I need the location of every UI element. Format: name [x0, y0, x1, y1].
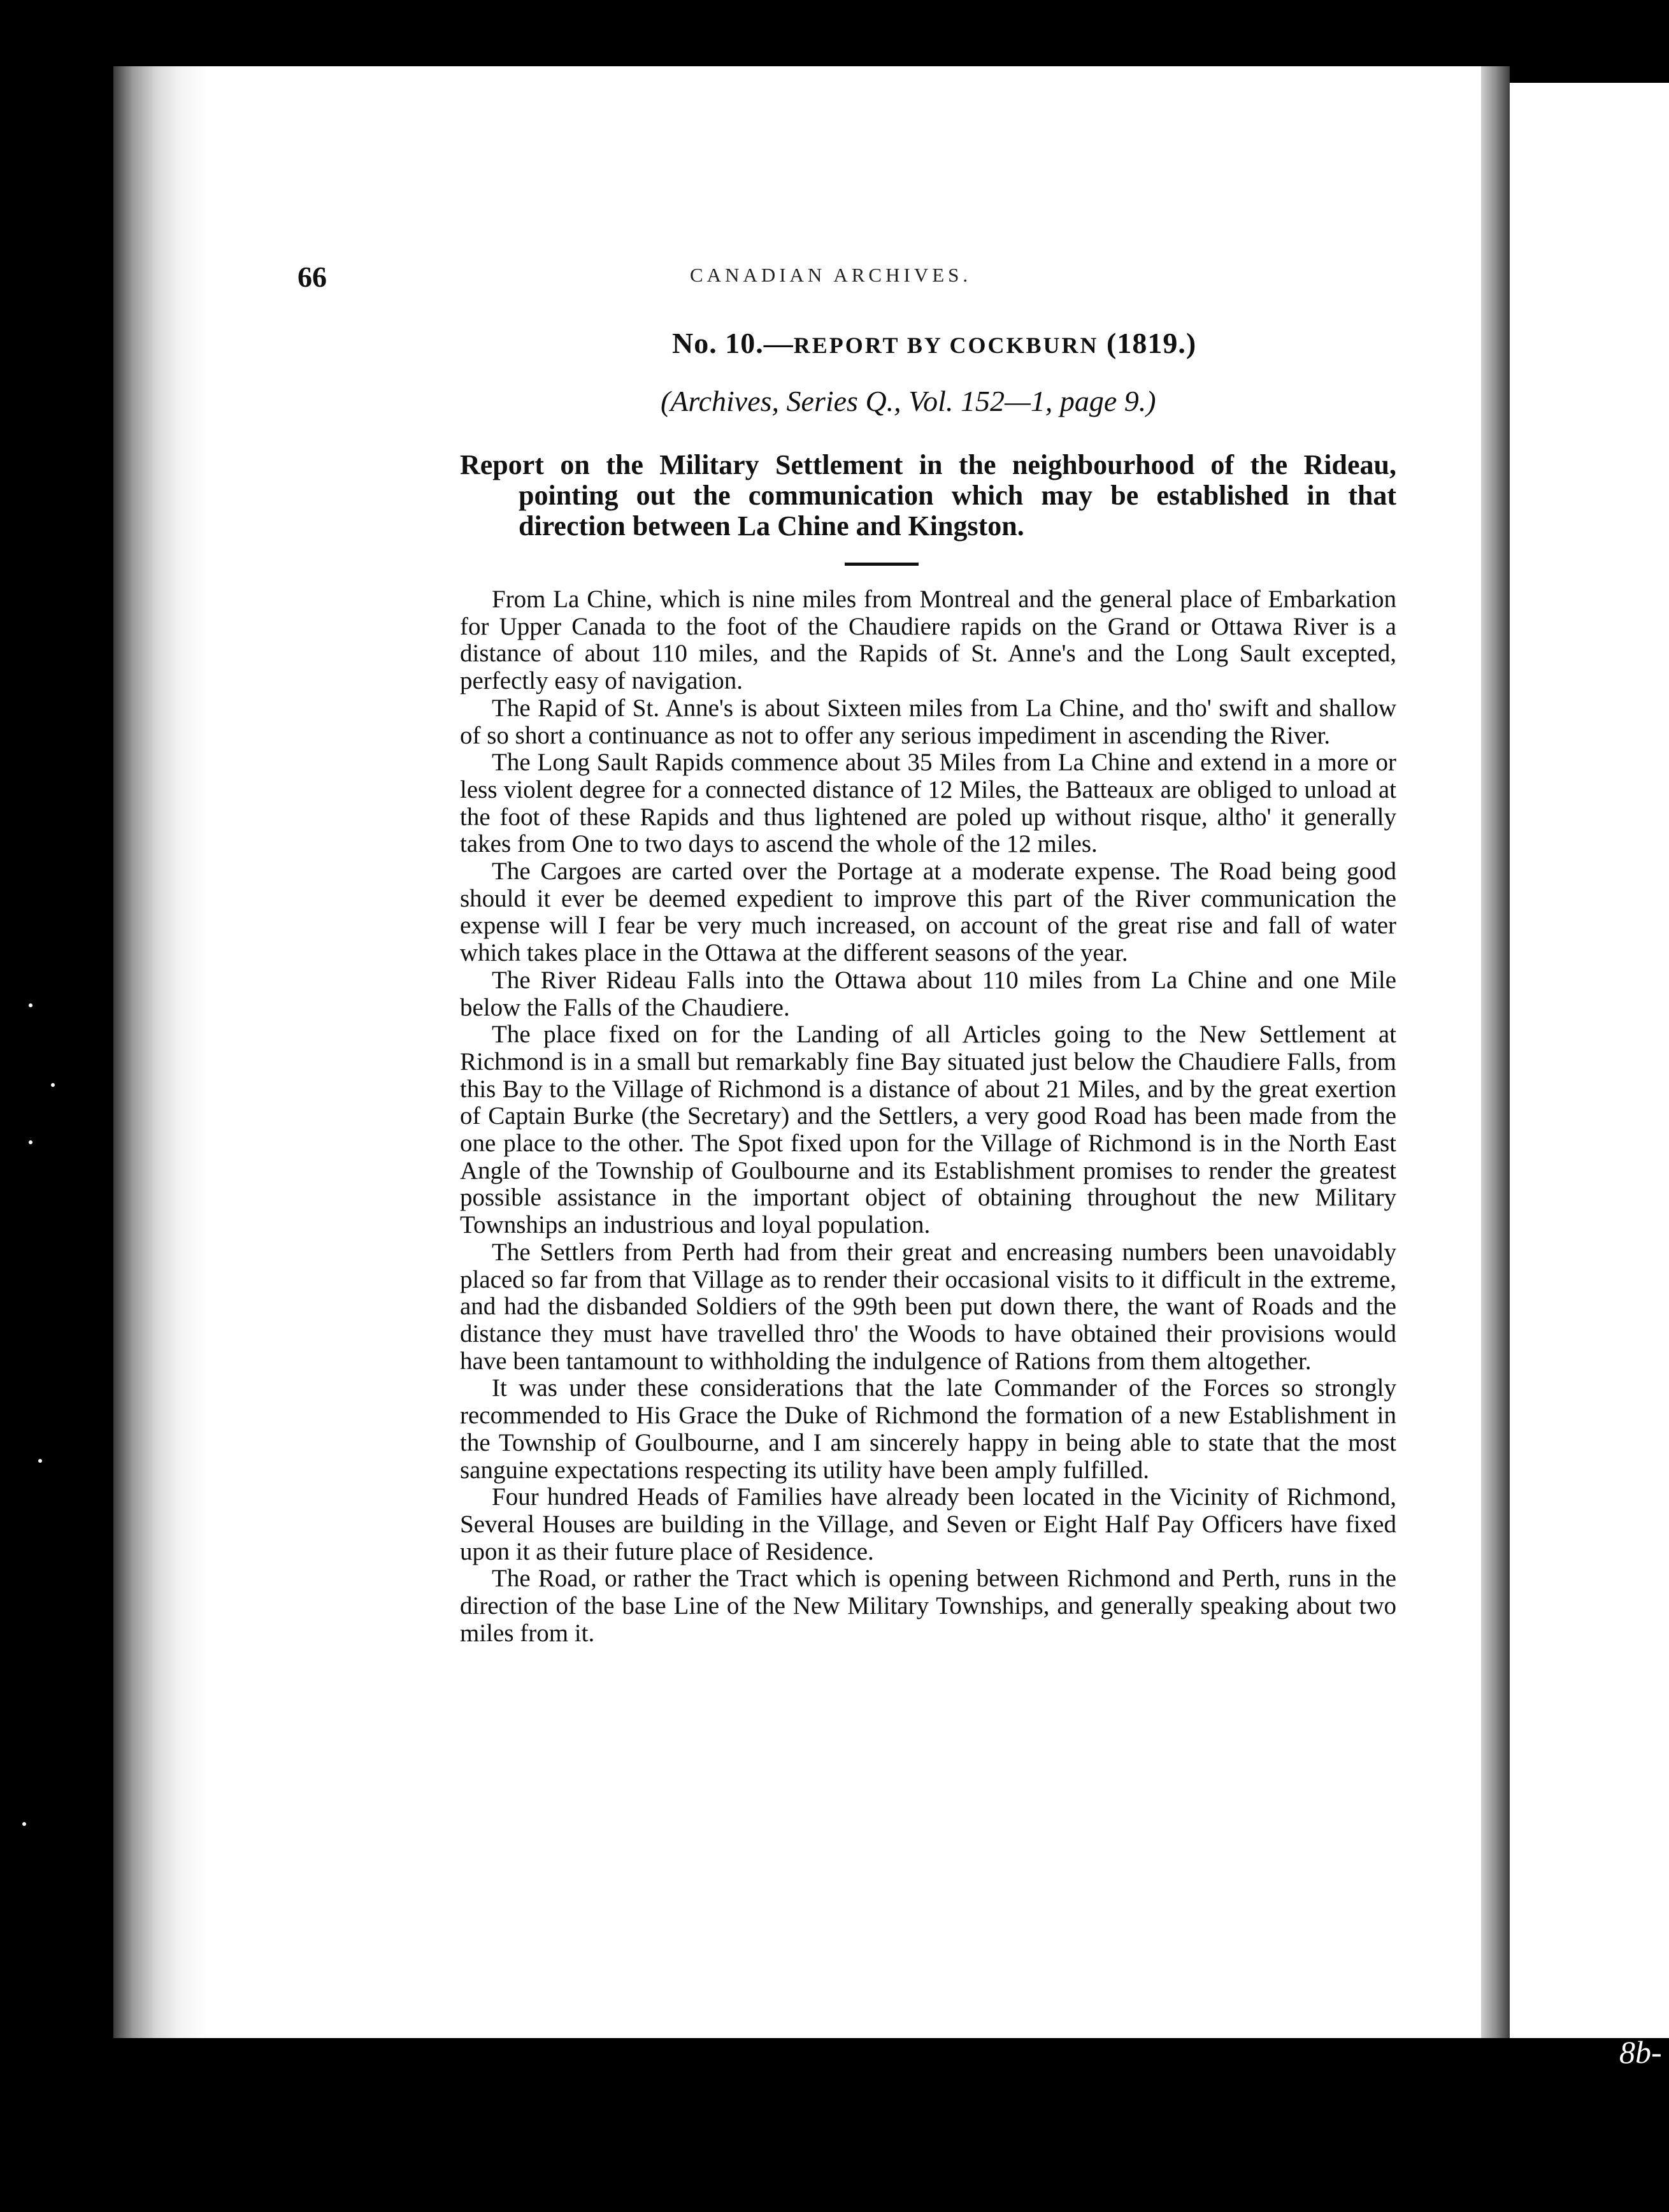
scan-speck — [38, 1459, 42, 1463]
running-head: CANADIAN ARCHIVES. — [690, 264, 972, 286]
report-heading-line: Report on the Military Settlement in the neighbourhood of the Rideau, — [460, 449, 1396, 480]
paragraph: The Long Sault Rapids commence about 35 Miles from La Chine and extend in a more or less violent degree for a connected distance of 12 Miles, the Batteaux are obliged to unload at the foot of these Rapids and thus lightened are poled up without risque, altho' it generally takes from One to two days to ascend the whole of the 12 miles. — [460, 749, 1396, 858]
scan-speck — [51, 1083, 55, 1087]
page-edge-right — [1481, 66, 1510, 2038]
scan-speck — [29, 1003, 32, 1007]
page-number: 66 — [297, 261, 327, 293]
scan-speck — [22, 1822, 26, 1826]
title-prefix: No. 10.— — [672, 327, 794, 359]
title-small-caps: REPORT BY COCKBURN — [793, 333, 1099, 358]
page-edge-left — [113, 66, 209, 2038]
section-rule — [845, 563, 919, 566]
source-reference: (Archives, Series Q., Vol. 152—1, page 9.) — [661, 385, 1156, 417]
report-heading-line: direction between La Chine and Kingston. — [519, 510, 1024, 542]
paragraph: Four hundred Heads of Families have already been located in the Vicinity of Richmond, Several Houses are building in the Village, and Seven or Eight Half Pay Officers have fixed upon it as their future place of Residence. — [460, 1483, 1396, 1565]
report-body — [460, 586, 1396, 1647]
paragraph: It was under these considerations that the late Commander of the Forces so strongly recommended to His Grace the Duke of Richmond the formation of a new Establishment in the Township of Goulbourne, and I am sincerely happy in being able to state that the most sanguine expectations respecting its utility have been amply fulfilled. — [460, 1374, 1396, 1484]
report-heading — [460, 450, 1396, 542]
paragraph: The Rapid of St. Anne's is about Sixteen miles from La Chine, and tho' swift and shallow of so short a continuance as not to offer any serious impediment in ascending the River. — [460, 694, 1396, 749]
paragraph: From La Chine, which is nine miles from Montreal and the general place of Embarkation for Upper Canada to the foot of the Chaudiere rapids on the Grand or Ottawa River is a distance of about 110 miles, and the Rapids of St. Anne's and the Long Sault excepted, perfectly easy of navigation. — [460, 585, 1396, 695]
report-heading-line: pointing out the communication which may be established in that — [519, 480, 1396, 511]
document-title — [672, 326, 1196, 360]
fold-mark: 8b- — [1619, 2034, 1662, 2070]
paragraph: The Road, or rather the Tract which is opening between Richmond and Perth, runs in the direction of the base Line of the New Military Townships, and generally speaking about two miles from it. — [460, 1565, 1396, 1647]
paragraph: The place fixed on for the Landing of all Articles going to the New Settlement at Richmond is in a small but remarkably fine Bay situated just below the Chaudiere Falls, from this Bay to the Village of Richmond is a distance of about 21 Miles, and by the great exertion of Captain Burke (the Secretary) and the Settlers, a very good Road has been made from the one place to the other. The Spot fixed upon for the Village of Richmond is in the North East Angle of the Township of Goulbourne and its Establishment promises to render the greatest possible assistance in the important object of obtaining throughout the new Military Townships an industrious and loyal population. — [460, 1021, 1396, 1239]
scan-speck — [29, 1140, 32, 1144]
paragraph: The Settlers from Perth had from their great and encreasing numbers been unavoidably placed so far from that Village as to render their occasional visits to it difficult in the extreme, and had the disbanded Soldiers of the 99th been put down there, the want of Roads and the distance they must have travelled thro' the Woods to have obtained their provisions would have been tantamount to withholding the indulgence of Rations from them altogether. — [460, 1238, 1396, 1375]
facing-page — [1510, 83, 1669, 2038]
title-suffix: (1819.) — [1098, 327, 1197, 359]
paragraph: The Cargoes are carted over the Portage at a moderate expense. The Road being good should it ever be deemed expedient to improve this part of the River communication the expense will I fear be very much increased, on account of the great rise and fall of water which takes place in the Ottawa at the different seasons of the year. — [460, 858, 1396, 967]
paragraph: The River Rideau Falls into the Ottawa about 110 miles from La Chine and one Mile below the Falls of the Chaudiere. — [460, 966, 1396, 1021]
